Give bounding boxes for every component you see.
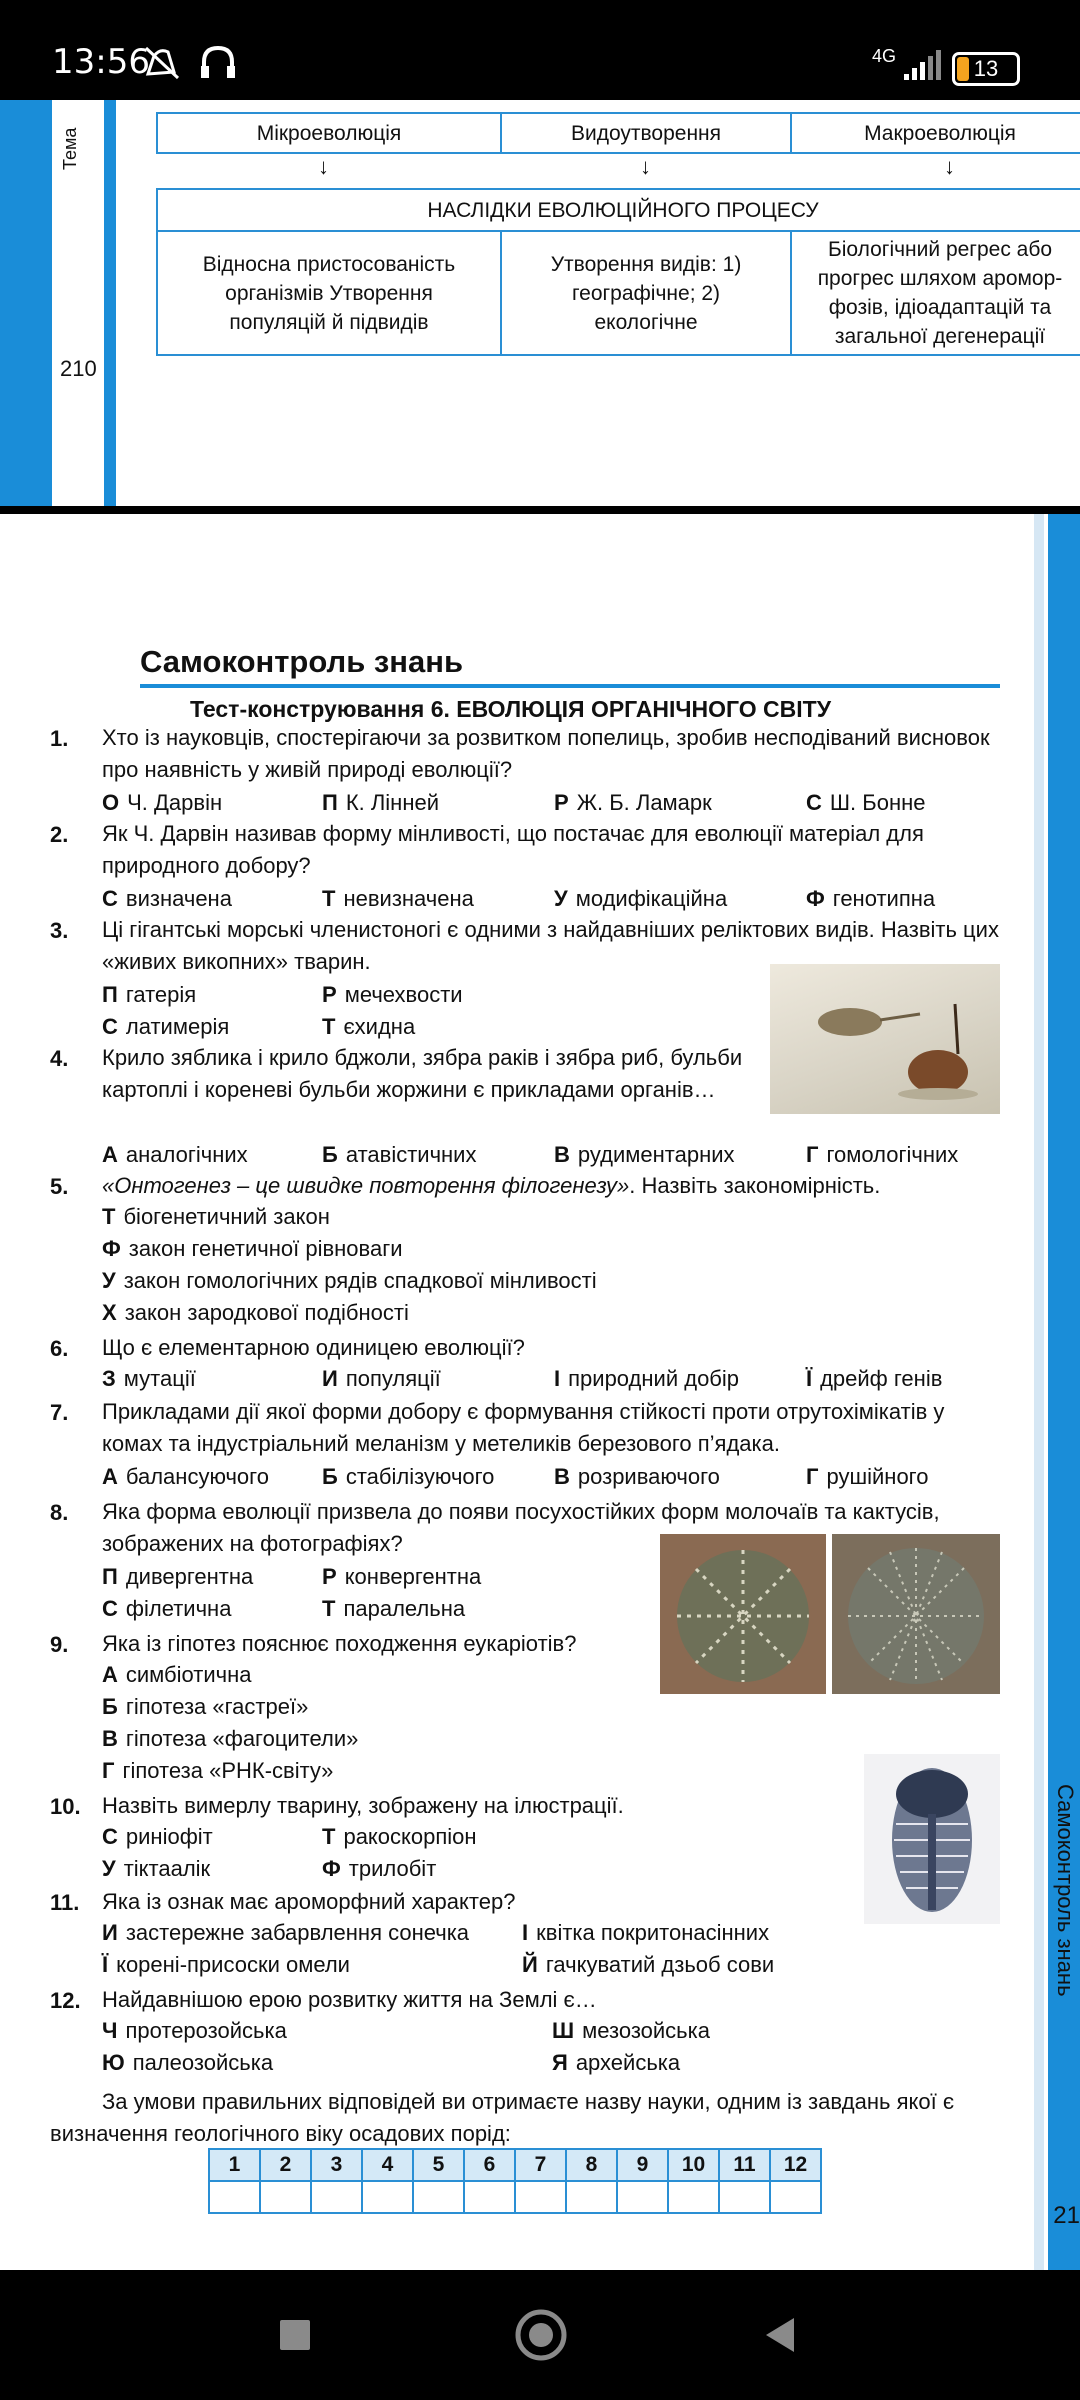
answer-option: У тіктаалік (102, 1856, 211, 1881)
question-text: Хто із науковців, спостерігаючи за розвитком попелиць, зробив несподіваний висновок про наявність у живій природі еволюції? (102, 725, 990, 782)
answer-cell (719, 2181, 770, 2213)
home-button[interactable] (514, 2308, 568, 2362)
answer-option: Х закон зародкової подібності (102, 1300, 409, 1325)
spurge-plant-icon (660, 1534, 826, 1694)
micro-evolution-cell: Мікроеволюція (156, 112, 502, 154)
answer-option: Б гіпотеза «гастреї» (102, 1694, 309, 1719)
answer-header-cell: 5 (413, 2149, 464, 2181)
left-margin-band-inner (104, 100, 116, 510)
answer-option: С визначена (102, 886, 232, 911)
question-number: 1. (50, 726, 69, 751)
question-text: Прикладами дії якої форми добору є формування стійкості проти отрутохімікатів у комах та індустріальний меланізм у метеликів березового п’ядака. (102, 1399, 945, 1456)
question-number: 10. (50, 1794, 81, 1819)
answer-header-cell: 10 (668, 2149, 719, 2181)
answer-option: У закон гомологічних рядів спадкової мінливості (102, 1268, 597, 1293)
answer-cell (260, 2181, 311, 2213)
answer-header-cell: 11 (719, 2149, 770, 2181)
down-arrow-icon: ↓ (640, 154, 651, 179)
answer-cell (515, 2181, 566, 2213)
question-number: 7. (50, 1400, 69, 1425)
question-number: 3. (50, 918, 69, 943)
answer-header-cell: 2 (260, 2149, 311, 2181)
answer-table-header (209, 2149, 821, 2181)
right-margin-stripe (1034, 514, 1044, 2270)
answer-option: І квітка покритонасінних (522, 1920, 770, 1945)
question-number: 12. (50, 1988, 81, 2013)
previous-page (0, 100, 1080, 510)
answer-option: Ї дрейф генів (806, 1366, 943, 1391)
answer-header-cell: 8 (566, 2149, 617, 2181)
answer-option: Г гіпотеза «РНК-світу» (102, 1758, 334, 1783)
clock: 13:56 (52, 42, 150, 82)
horseshoe-crab-icon (770, 964, 1000, 1114)
answer-table-row (209, 2181, 821, 2213)
answer-option: И популяції (322, 1366, 441, 1391)
question-number: 5. (50, 1174, 69, 1199)
answer-option: В рудиментарних (554, 1142, 735, 1167)
question-number: 4. (50, 1046, 69, 1071)
section-title: Самоконтроль знань (140, 644, 464, 679)
answer-option: Т ракоскорпіон (322, 1824, 477, 1849)
answer-option: Й гачкуватий дзьоб сови (522, 1952, 775, 1977)
answer-option: Ф генотипна (806, 886, 936, 911)
side-label: Самоконтроль знань (1053, 1784, 1078, 1997)
question-text: Як Ч. Дарвін називав форму мінливості, що постачає для еволюції матеріал для природного добору? (102, 821, 924, 878)
answer-option: У модифікаційна (554, 886, 728, 911)
answer-option: С філетична (102, 1596, 232, 1621)
recent-apps-button[interactable] (278, 2318, 312, 2352)
consequence-cell-3: Біологічний регрес або прогрес шляхом аромор- фозів, ідіоадаптацій та загальної дегенерації (790, 230, 1080, 356)
question-number: 6. (50, 1336, 69, 1361)
question-number: 8. (50, 1500, 69, 1525)
answer-cell (413, 2181, 464, 2213)
answer-option: П гатерія (102, 982, 197, 1007)
answer-option: Ш мезозойська (552, 2018, 710, 2043)
answer-option: П дивергентна (102, 1564, 254, 1589)
headset-icon (198, 44, 238, 80)
answer-option: С латимерія (102, 1014, 230, 1039)
question-text: Назвіть вимерлу тварину, зображену на ілюстрації. (102, 1793, 624, 1818)
answer-option: І природний добір (554, 1366, 740, 1391)
answer-cell (668, 2181, 719, 2213)
page-number: 21 (1053, 2202, 1080, 2229)
cactus-plant-icon (832, 1534, 1000, 1694)
answer-cell (464, 2181, 515, 2213)
question-text: «Онтогенез – це швидке повторення філогенезу». Назвіть закономірність. (102, 1173, 881, 1198)
back-button[interactable] (762, 2316, 798, 2354)
signal-icon (902, 50, 942, 82)
question-number: 9. (50, 1632, 69, 1657)
test-title: Тест-конструювання 6. ЕВОЛЮЦІЯ ОРГАНІЧНОГО СВІТУ (190, 696, 832, 722)
cactus-photo (832, 1534, 1000, 1694)
silent-alarm-icon (142, 44, 184, 80)
status-bar (0, 0, 1080, 100)
answer-cell (770, 2181, 821, 2213)
answer-option: Ю палеозойська (102, 2050, 274, 2075)
answer-option: Б стабілізуючого (322, 1464, 495, 1489)
answer-option: О Ч. Дарвін (102, 790, 223, 815)
answer-header-cell: 7 (515, 2149, 566, 2181)
horseshoe-crab-photo (770, 964, 1000, 1114)
answer-header-cell: 12 (770, 2149, 821, 2181)
answer-option: П К. Лінней (322, 790, 440, 815)
answer-option: С риніофіт (102, 1824, 213, 1849)
consequences-title: НАСЛІДКИ ЕВОЛЮЦІЙНОГО ПРОЦЕСУ (156, 188, 1080, 232)
answer-table (208, 2148, 822, 2214)
question-text: Яка із гіпотез пояснює походження еукаріотів? (102, 1631, 577, 1656)
section-rule (140, 684, 1000, 688)
speciation-cell: Видоутворення (500, 112, 792, 154)
answer-option: Т невизначена (322, 886, 474, 911)
consequence-cell-2: Утворення видів: 1) географічне; 2) екологічне (500, 230, 792, 356)
page-divider (0, 506, 1080, 510)
answer-header-cell: 4 (362, 2149, 413, 2181)
answer-cell (617, 2181, 668, 2213)
answer-option: Ї корені-присоски омели (102, 1952, 350, 1977)
euphorbia-photo (660, 1534, 826, 1694)
answer-option: Ф трилобіт (322, 1856, 437, 1881)
answer-header-cell: 6 (464, 2149, 515, 2181)
question-text: Ці гігантські морські членистоногі є одними з найдавніших реліктових видів. Назвіть цих «живих викопних» тварин. (102, 917, 999, 974)
trilobite-illustration (864, 1754, 1000, 1924)
answer-header-cell: 9 (617, 2149, 668, 2181)
final-instruction: За умови правильних відповідей ви отримаєте назву науки, одним із завдань якої є визначення геологічного віку осадових порід: (50, 2089, 955, 2146)
answer-option: Т єхидна (322, 1014, 416, 1039)
answer-option: Р конвергентна (322, 1564, 482, 1589)
question-text: Найдавнішою ерою розвитку життя на Землі є… (102, 1987, 597, 2012)
answer-option: Ф закон генетичної рівноваги (102, 1236, 403, 1261)
answer-option: З мутації (102, 1366, 196, 1391)
answer-option: Я архейська (552, 2050, 681, 2075)
answer-option: Г рушійного (806, 1464, 929, 1489)
answer-cell (311, 2181, 362, 2213)
left-margin-band (0, 100, 52, 510)
answer-option: А аналогічних (102, 1142, 248, 1167)
battery-indicator: 13 (952, 52, 1020, 86)
question-text: Яка із ознак має ароморфний характер? (102, 1889, 516, 1914)
answer-option: Т паралельна (322, 1596, 466, 1621)
answer-cell (362, 2181, 413, 2213)
page-number: 210 (60, 356, 97, 381)
right-margin-band (1048, 514, 1080, 2270)
answer-option: А симбіотична (102, 1662, 252, 1687)
answer-option: С Ш. Бонне (806, 790, 926, 815)
navigation-bar (0, 2270, 1080, 2400)
down-arrow-icon: ↓ (318, 154, 329, 179)
answer-option: Р мечехвости (322, 982, 463, 1007)
answer-option: В гіпотеза «фагоцители» (102, 1726, 359, 1751)
question-text: Що є елементарною одиницею еволюції? (102, 1335, 525, 1360)
network-type: 4G (872, 46, 897, 66)
answer-option: В розриваючого (554, 1464, 720, 1489)
answer-option: Ч протерозойська (102, 2018, 287, 2043)
trilobite-icon (864, 1754, 1000, 1924)
macro-evolution-cell: Макроеволюція (790, 112, 1080, 154)
answer-option: Г гомологічних (806, 1142, 959, 1167)
answer-option: Б атавістичних (322, 1142, 477, 1167)
question-text: Крило зяблика і крило бджоли, зябра раків і зябра риб, бульби картоплі і кореневі бульби жоржини є прикладами органів… (102, 1045, 743, 1102)
answer-option: А балансуючого (102, 1464, 269, 1489)
theme-label: Тема (60, 127, 80, 170)
current-page (0, 514, 1080, 2270)
answer-cell (566, 2181, 617, 2213)
answer-option: И застережне забарвлення сонечка (102, 1920, 470, 1945)
answer-header-cell: 1 (209, 2149, 260, 2181)
question-text: Яка форма еволюції призвела до появи посухостійких форм молочаїв та кактусів, зображених на фотографіях? (102, 1499, 940, 1556)
answer-cell (209, 2181, 260, 2213)
answer-header-cell: 3 (311, 2149, 362, 2181)
question-number: 2. (50, 822, 69, 847)
answer-option: Р Ж. Б. Ламарк (554, 790, 712, 815)
question-number: 11. (50, 1890, 80, 1915)
answer-option: Т біогенетичний закон (102, 1204, 330, 1229)
consequence-cell-1: Відносна пристосованість організмів Утворення популяцій й підвидів (156, 230, 502, 356)
down-arrow-icon: ↓ (944, 154, 955, 179)
